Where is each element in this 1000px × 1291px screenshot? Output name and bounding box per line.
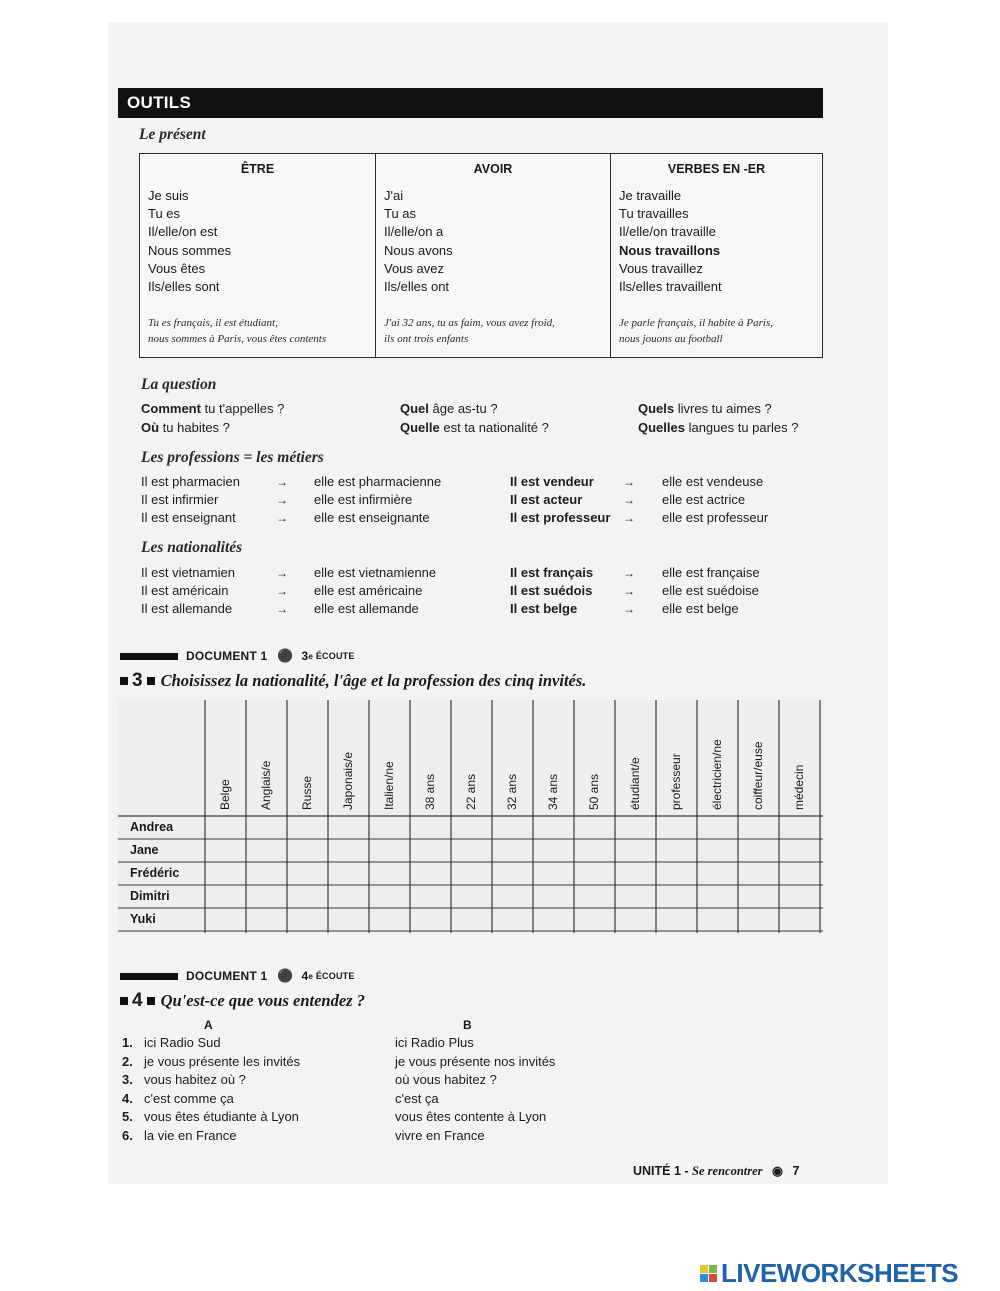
grid-col-label: Italien/ne [382, 761, 396, 810]
masc-form: Il est infirmier [141, 492, 219, 507]
option-b: vous êtes contente à Lyon [395, 1109, 547, 1124]
etre-column [140, 154, 376, 357]
grid-col-label: Russe [300, 775, 314, 810]
conj-line: Vous travaillez [619, 260, 703, 276]
bullet-square-icon [147, 677, 155, 685]
professions-title: Les professions = les métiers [141, 449, 324, 466]
nationalites-title: Les nationalités [141, 539, 243, 556]
conj-line: Nous sommes [148, 242, 232, 258]
conj-line: Tu as [384, 206, 417, 222]
conj-line: Je travaille [619, 188, 682, 203]
arrow-icon: → [276, 602, 288, 616]
question-item: Quel âge as-tu ? [400, 401, 498, 416]
headphones-icon: ⚫ [277, 648, 294, 663]
column-a-header: A [204, 1018, 213, 1032]
etre-header: ÊTRE [240, 162, 275, 176]
fem-form: elle est pharmacienne [314, 474, 442, 489]
grid-col-label: 34 ans [546, 773, 560, 810]
footer-bullet-icon: ◉ [772, 1164, 783, 1178]
item-number: 3. [122, 1072, 133, 1087]
question-item: Quels livres tu aimes ? [638, 401, 772, 416]
grid-row-label: Jane [130, 843, 159, 857]
fem-form: elle est actrice [662, 492, 746, 507]
page-number: 7 [792, 1164, 800, 1178]
grid-col-label: 22 ans [464, 773, 478, 810]
arrow-icon: → [623, 511, 635, 525]
example-line: nous jouons au football [619, 333, 723, 345]
fem-form: elle est infirmière [314, 492, 413, 507]
grid-col-label: étudiant/e [628, 757, 642, 810]
listen-number: 4 [301, 969, 309, 983]
column-b-header: B [463, 1018, 472, 1032]
masc-form: Il est professeur [510, 510, 611, 525]
masc-form: Il est acteur [510, 492, 583, 507]
unit-label: UNITÉ 1 - [633, 1164, 689, 1178]
fem-form: elle est américaine [314, 583, 423, 598]
arrow-icon: → [623, 584, 635, 598]
document-label: DOCUMENT 1 [186, 969, 268, 983]
grid-lines [118, 700, 823, 933]
conj-line: Ils/elles sont [148, 279, 220, 295]
masc-form: Il est américain [141, 583, 229, 598]
grid-col-label: électricien/ne [710, 739, 724, 810]
listen-number: 3 [301, 649, 309, 663]
option-a: je vous présente les invités [144, 1053, 301, 1069]
avoir-column [376, 154, 611, 357]
verbes-er-header: VERBES EN -ER [667, 162, 766, 176]
item-number: 1. [122, 1035, 133, 1050]
exercise-number: 3 [132, 670, 143, 691]
example-line: ils ont trois enfants [384, 333, 469, 345]
conj-line: J'ai [384, 188, 404, 203]
option-a: vous habitez où ? [144, 1072, 246, 1087]
grid-row-label: Dimitri [130, 889, 170, 903]
arrow-icon: → [276, 566, 288, 580]
conj-line: Ils/elles ont [384, 279, 450, 295]
grid-col-label: coiffeur/euse [751, 741, 765, 810]
grid-row-label: Yuki [130, 912, 156, 926]
logo-mark-icon [700, 1265, 717, 1282]
conj-line: Je suis [148, 188, 189, 203]
option-a: vous êtes étudiante à Lyon [144, 1109, 299, 1124]
fem-form: elle est suédoise [662, 583, 759, 598]
masc-form: Il est français [510, 565, 594, 580]
fem-form: elle est vietnamienne [314, 565, 437, 580]
conj-line: Tu travailles [619, 206, 689, 222]
arrow-icon: → [623, 493, 635, 507]
example-line: Tu es français, il est étudiant, [148, 317, 278, 329]
exercise-title: Qu'est-ce que vous entendez ? [160, 991, 365, 1010]
bullet-square-icon [120, 997, 128, 1005]
present-title: Le présent [139, 126, 206, 143]
fem-form: elle est vendeuse [662, 474, 764, 489]
doc-bar [120, 973, 178, 980]
verbes-er-column [611, 154, 822, 357]
option-a: la vie en France [144, 1127, 237, 1143]
fem-form: elle est belge [662, 601, 739, 616]
arrow-icon: → [623, 602, 635, 616]
exercise-title: Choisissez la nationalité, l'âge et la profession des cinq invités. [160, 671, 587, 690]
grid-col-label: Anglais/e [259, 760, 273, 810]
option-b: vivre en France [395, 1127, 485, 1143]
conj-line: Nous travaillons [619, 242, 721, 258]
listen-sup: e [308, 651, 313, 661]
grid-col-label: 38 ans [423, 773, 437, 810]
example-line: nous sommes à Paris, vous êtes contents [148, 333, 327, 345]
item-number: 6. [122, 1127, 133, 1143]
bullet-square-icon [120, 677, 128, 685]
document-header [120, 648, 355, 664]
bullet-square-icon [147, 997, 155, 1005]
doc-bar [120, 653, 178, 660]
example-line: J'ai 32 ans, tu as faim, vous avez froid, [384, 317, 555, 329]
conj-line: Il/elle/on est [148, 224, 218, 240]
liveworksheets-logo [700, 1258, 958, 1288]
exercise-number: 4 [132, 990, 143, 1011]
masc-form: Il est allemande [141, 601, 233, 616]
masc-form: Il est suédois [510, 583, 593, 598]
arrow-icon: → [276, 511, 288, 525]
conj-line: Ils/elles travaillent [619, 279, 722, 295]
document-label: DOCUMENT 1 [186, 649, 268, 663]
option-a: ici Radio Sud [144, 1035, 221, 1050]
masc-form: Il est belge [510, 601, 578, 616]
conj-line: Vous êtes [148, 260, 206, 276]
grid-col-label: médecin [792, 764, 806, 810]
masc-form: Il est pharmacien [141, 474, 240, 489]
masc-form: Il est vietnamien [141, 565, 235, 580]
unit-title: Se rencontrer [692, 1164, 763, 1178]
grid-col-label: professeur [669, 753, 683, 810]
conj-line: Nous avons [384, 242, 453, 258]
option-b: je vous présente nos invités [395, 1053, 556, 1069]
grid-col-label: Belge [218, 779, 232, 810]
masc-form: Il est vendeur [510, 474, 594, 489]
headphones-icon: ⚫ [277, 968, 294, 983]
listen-word: ÉCOUTE [315, 971, 355, 981]
avoir-header: AVOIR [473, 162, 513, 176]
grid-col-label: 32 ans [505, 773, 519, 810]
option-b: ici Radio Plus [395, 1035, 474, 1050]
question-item: Quelle est ta nationalité ? [400, 420, 549, 435]
example-line: Je parle français, il habite à Paris, [619, 317, 773, 329]
fem-form: elle est professeur [662, 510, 769, 525]
conj-line: Vous avez [384, 260, 444, 276]
conj-line: Tu es [148, 206, 181, 222]
grid-col-label: Japonais/e [341, 751, 355, 810]
fem-form: elle est enseignante [314, 510, 430, 525]
grid-row-label: Andrea [130, 820, 174, 834]
outils-banner: OUTILS [118, 88, 823, 118]
document-header [120, 968, 355, 984]
logo-text: LIVEWORKSHEETS [721, 1257, 959, 1288]
conj-line: Il/elle/on travaille [619, 224, 716, 240]
listen-sup: e [308, 971, 313, 981]
arrow-icon: → [623, 566, 635, 580]
choice-grid [118, 700, 823, 933]
worksheet-page [108, 22, 888, 1184]
page-footer [633, 1163, 799, 1179]
question-item: Quelles langues tu parles ? [638, 420, 799, 435]
conj-line: Il/elle/on a [384, 224, 444, 240]
present-table [139, 153, 823, 358]
fem-form: elle est allemande [314, 601, 419, 616]
exercise-3-heading [120, 670, 586, 692]
arrow-icon: → [276, 493, 288, 507]
grid-row-label: Frédéric [130, 866, 180, 880]
listen-word: ÉCOUTE [315, 651, 355, 661]
option-b: c'est ça [395, 1090, 439, 1106]
question-title: La question [141, 376, 217, 393]
arrow-icon: → [276, 584, 288, 598]
grid-col-label: 50 ans [587, 773, 601, 810]
arrow-icon: → [276, 475, 288, 489]
arrow-icon: → [623, 475, 635, 489]
fem-form: elle est française [662, 565, 760, 580]
exercise-4-heading [120, 990, 365, 1012]
question-item: Où tu habites ? [141, 420, 230, 435]
option-a: c'est comme ça [144, 1090, 234, 1106]
item-number: 5. [122, 1109, 133, 1124]
item-number: 2. [122, 1053, 133, 1069]
item-number: 4. [122, 1090, 133, 1106]
question-item: Comment tu t'appelles ? [141, 401, 285, 416]
masc-form: Il est enseignant [141, 510, 236, 525]
option-b: où vous habitez ? [395, 1072, 497, 1087]
